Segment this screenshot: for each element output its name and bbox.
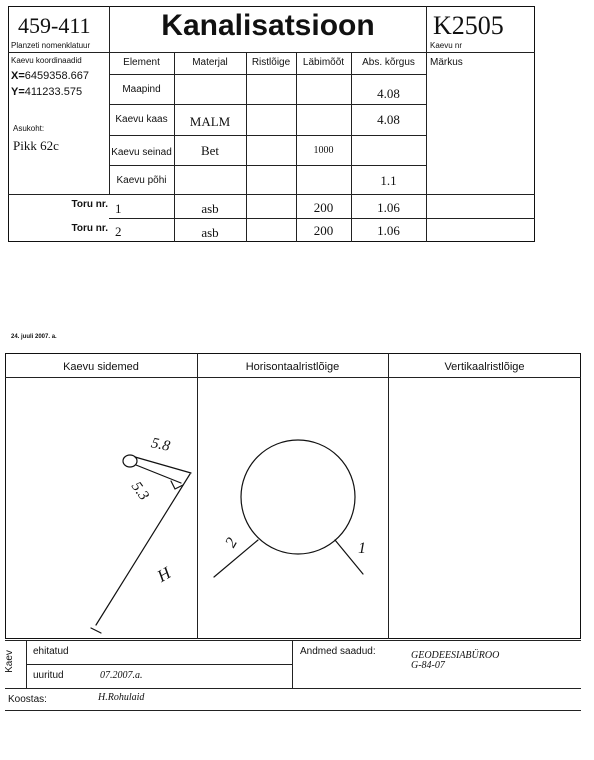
- sketch-dist-line-top: [135, 457, 191, 473]
- koostas-label: Koostas:: [8, 694, 47, 705]
- footer-koostas-line: [5, 710, 581, 711]
- pipe-2-nr: 2: [115, 224, 122, 239]
- x-coordinate: X=6459358.667: [11, 70, 89, 82]
- sheet-number: 459-411: [18, 13, 91, 38]
- y-coordinate: Y=411233.575: [11, 86, 83, 98]
- col-line-markus: [426, 52, 427, 242]
- kaev-label: Kaev: [3, 650, 15, 673]
- row-abs-kaevu-pohi: 1.1: [380, 173, 397, 188]
- row-labimoot-kaevu-seinad: 1000: [313, 145, 334, 156]
- pipe-1-label: Toru nr.: [71, 199, 108, 210]
- row-line-4: [8, 194, 535, 195]
- pipe-1-labimoot: 200: [313, 200, 334, 215]
- col-header-markus: Märkus: [430, 57, 463, 68]
- row-abs-maapind: 4.08: [377, 86, 400, 101]
- footer-bottom-line: [5, 688, 581, 689]
- row-line-2: [109, 135, 427, 136]
- row-abs-kaevu-kaas: 4.08: [377, 112, 400, 127]
- sheet-caption: Planzeti nomenklatuur: [11, 41, 91, 50]
- kaevu-sidemed-sketch: [5, 377, 197, 639]
- pipe-2-materjal: asb: [201, 225, 219, 240]
- row-line-5: [109, 218, 535, 219]
- col-header-abs: Abs. kõrgus: [362, 57, 415, 68]
- col-header-element: Element: [123, 57, 160, 68]
- pipe-2-label: Toru nr.: [71, 223, 108, 234]
- document-date: 24. juuli 2007. a.: [11, 334, 57, 340]
- panel-title-horisontaal: Horisontaalristlõige: [245, 361, 340, 373]
- address-label: Asukoht:: [13, 124, 45, 133]
- andmed-value-2: G-84-07: [411, 660, 445, 671]
- panel-title-kaevu-sidemed: Kaevu sidemed: [63, 361, 139, 373]
- row-element-kaevu-kaas: Kaevu kaas: [115, 114, 168, 125]
- pipe-1-materjal: asb: [201, 201, 219, 216]
- row-materjal-kaevu-kaas: MALM: [189, 114, 231, 129]
- footer-row-divider: [26, 664, 292, 665]
- col-header-materjal: Materjal: [192, 57, 228, 68]
- pipe-2-labimoot: 200: [313, 223, 334, 238]
- sketch-label-h: H: [153, 563, 174, 586]
- row-line-header: [109, 74, 427, 75]
- pipe-2-abs: 1.06: [377, 223, 400, 238]
- panel-title-vertikaal: Vertikaalristlõige: [444, 361, 525, 373]
- well-number: K2505: [433, 11, 504, 40]
- col-header-labimoot: Läbimõõt: [302, 57, 345, 68]
- row-element-maapind: Maapind: [122, 84, 161, 95]
- coords-label: Kaevu koordinaadid: [11, 56, 82, 65]
- header-divider-right: [426, 6, 427, 52]
- address-value: Pikk 62c: [13, 138, 59, 153]
- pipe-1-abs: 1.06: [377, 200, 400, 215]
- col-line-ristloige: [246, 52, 247, 242]
- row-element-kaevu-seinad: Kaevu seinad: [111, 147, 172, 158]
- footer-andmed-divider: [292, 640, 293, 688]
- well-circle-icon: [241, 440, 355, 554]
- sketch-label-pipe-1: 1: [358, 540, 366, 557]
- drawing-panel-divider-2: [388, 353, 389, 639]
- pipe-1-nr: 1: [115, 201, 122, 216]
- uuritud-value: 07.2007.a.: [100, 670, 143, 681]
- andmed-value-1: GEODEESIABÜROO: [411, 650, 500, 661]
- koostas-value: H.Rohulaid: [98, 692, 145, 703]
- sketch-label-pipe-2: 2: [222, 535, 241, 551]
- page-title: Kanalisatsioon: [161, 9, 375, 42]
- row-line-3: [109, 165, 427, 166]
- sketch-label-dist-top: 5.8: [149, 435, 172, 455]
- col-header-ristloige: Ristlõige: [251, 57, 291, 68]
- sketch-tick: [91, 628, 101, 633]
- row-materjal-kaevu-seinad: Bet: [200, 143, 220, 158]
- well-caption: Kaevu nr: [430, 41, 463, 50]
- uuritud-label: uuritud: [33, 670, 64, 681]
- row-line-1: [109, 104, 427, 105]
- row-element-kaevu-pohi: Kaevu põhi: [116, 175, 167, 186]
- header-bottom-line: [8, 52, 535, 53]
- footer-top-line: [5, 640, 581, 641]
- ehitatud-label: ehitatud: [33, 646, 69, 657]
- horisontaal-sketch: [197, 377, 388, 639]
- andmed-label: Andmed saadud:: [300, 646, 376, 657]
- sketch-label-dist-side: 5.3: [127, 478, 152, 504]
